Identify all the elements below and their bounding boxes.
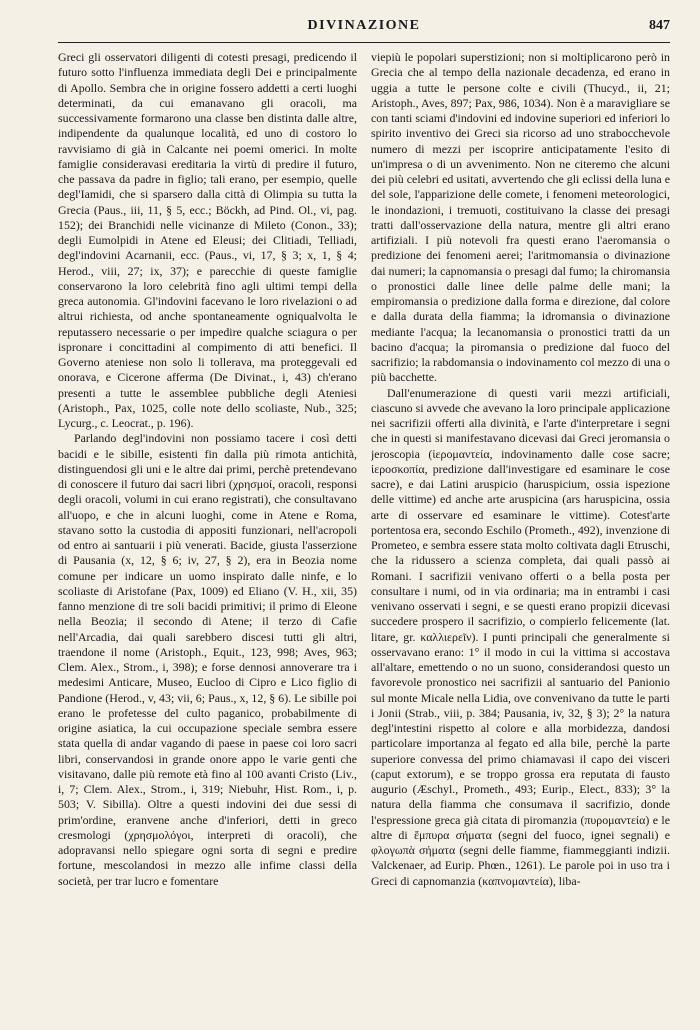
page-number: 847 [649, 18, 670, 33]
two-column-body [58, 50, 670, 1020]
right-column [371, 50, 670, 1016]
running-title: DIVINAZIONE [307, 18, 421, 33]
left-column [58, 50, 357, 1016]
page-header [58, 18, 670, 40]
paragraph: Greci gli osservatori diligenti di cotesti presagi, predicendo il futuro sotto l'influenza immediata degli Dei e principalmente di Apollo. Sembra che in origine fossero addetti a certi luoghi determinati, da cui emanavano gli oracoli, ma successivamente formarono una classe ben distinta dalle altre, indipendente da qualunque località, ed uno di costoro lo ravvisiamo di già in Calcante nei poemi omerici. In molte famiglie consideravasi ereditaria la virtù di predire il futuro, che passava da padre in figlio; tali erano, per esempio, quelle degl'Iamidi, che si sparsero dalla città di Olimpia su tutta la Grecia (Paus., iii, 11, § 5, ecc.; Böckh, ad Pind. Ol., vi, pag. 152); dei Branchidi nelle vicinanze di Mileto (Conon., 33); degli Eumolpidi in Atene ed Eleusi; dei Clitiadi, Telliadi, degl'indovini Acarnanii, ecc. (Paus., vi, 17, § 3; x, 1, § 4; Herod., viii, 27; ix, 37); e parecchie di queste famiglie conservarono la loro celebrità fino agli ultimi tempi della greca autonomia. Gl'indovini facevano le loro rivelazioni o ad altrui richiesta, od anche spontaneamente ogniqualvolta le reputassero necessarie o per impedire qualche sciagura o per ispronare i concittadini al compimento di atti benefici. Il Governo ateniese non solo li tollerava, ma proteggevali ed onorava, e Cicerone afferma (De Divinat., i, 43) ch'erano presenti a tutte le assemblee pubbliche degli Ateniesi (Aristoph., Pax, 1025, colle note dello scoliaste, Nub., 325; Lycurg., c. Leocrat., p. 196). [58, 50, 357, 430]
paragraph: Parlando degl'indovini non possiamo tacere i così detti bacidi e le sibille, esistenti fin dalla più rimota antichità, distinguendosi gli uni e le altre dai primi, perchè pretendevano di conoscere il futuro dai sacri libri (χρησμοί, oracoli, responsi degli oracoli, volumi in cui erano registrati), che consultavano all'uopo, e che in alcuni luoghi, come in Atene e Roma, stavano sotto la custodia di appositi funzionari, nell'acropoli od entro ai santuarii i più venerati. Bacide, giusta l'asserzione di Pausania (x, 12, § 6; iv, 27, § 2), era in Beozia nome comune per indicare un uomo inspirato dalle ninfe, e lo scoliaste di Aristofane (Pax, 1009) ed Eliano (V. H., xii, 35) fanno menzione di tre soli bacidi primitivi; il primo di Eleone nella Beozia; il secondo di Atene; il terzo di Cafie nell'Arcadia, dai quali sarebbero discesi tutti gli altri, traendone il nome (Aristoph., Equit., 123, 998; Aves, 963; Clem. Alex., Strom., i, 398); e forse dennosi annoverare tra i medesimi Anticare, Museo, Eucloo di Cipro e Lico figlio di Pandione (Herod., v, 43; vii, 6; Paus., x, 12, § 6). Le sibille poi erano le profetesse del culto paganico, probabilmente di origine asiatica, la cui occupazione speciale sembra essere stata quella di andar vagando di paese in paese coi loro sacri libri, conservandosi in grande onore appo le varie genti che visitavano, dalle più remote età fino al 100 avanti Cristo (Liv., i, 7; Clem. Alex., Strom., i, 319; Niebuhr, Hist. Rom., i, p. 503; V. Sibilla). Oltre a questi indovini dei due sessi di prim'ordine, eranvene anche d'inferiori, detti in greco cresmologi (χρησμολόγοι, interpreti di oracoli), che adopravansi nello spiegare ogni sorta di segni e predire fortune, mescolandosi in mezzo alle infime classi della società, per trar lucro e fomentare [58, 431, 357, 888]
paragraph: Dall'enumerazione di questi varii mezzi artificiali, ciascuno si avvede che avevano la loro principale applicazione nei sacrifizii offerti alla divinità, e l'arte d'interpretare i segni che in questi si manifestavano dicevasi dai Greci jeromansia o jeroscopia (ἱερομαντεία, indovinamento dalle cose sacre; ἱεροσκοπία, predizione dall'investigare ed esaminare le cose sacre), e dai Latini aruspicio (haruspicium, ossia ispezione delle vittime) ed anche arte aruspicina (ars haruspicina, ossia arte di osservare ed esaminare le vittime). Cotest'arte portentosa era, secondo Eschilo (Prometh., 492), invenzione di Prometeo, e sembra essere stata molto coltivata dagli Etruschi, che la ridussero a scienza completa, dai quali passò ai Romani. I sacrifizii venivano offerti o a bella posta per consultare i numi, od in via ordinaria; ma in entrambi i casi venivano osservati i segni, e se questi erano propizii dicevasi succedere prospero il sacrifizio, o compierlo felicemente (lat. litare, gr. καλλιερεῖν). I punti principali che generalmente si osservavano erano: 1° il modo in cui la vittima si accostava all'altare, emettendo o no un suono, considerandosi questo un favorevole pronostico nei sacrifizii al santuario del Panionio sul monte Micale nella Lidia, ove convenivano da tutte le parti i Jonii (Strab., viii, p. 384; Pausania, iv, 32, § 3); 2° la natura degl'intestini rispetto al colore e alla morbidezza, dandosi particolare importanza al fegato ed alla bile, perchè la parte superiore convessa del primo chiamavasi il capo dei visceri (caput extorum), e se troppo grossa era reputata di fausto augurio (Æschyl., Prometh., 493; Eurip., Elect., 833); 3° la natura della fiamma che consumava il sacrifizio, donde l'espressione greca già citata di piromanzia (πυρομαντεία) e le altre di ἔμπυρα σήματα (segni del fuoco, ignei segnali) e φλογωπὰ σήματα (segni delle fiamme, fiammeggianti indizii. Valckenaer, ad Eurip. Phœn., 1261). Le parole poi in uso tra i Greci di capnomanzia (καπνομαντεία), liba- [371, 385, 670, 888]
header-rule [58, 42, 670, 43]
paragraph: viepiù le popolari superstizioni; non si moltiplicarono però in Grecia che al tempo della nazionale decadenza, ed erano in uggia a tutte le persone colte e civili (Thucyd., ii, 21; Aristoph., Aves, 897; Pax, 986, 1034). Non è a maravigliare se con tanti sciami d'indovini ed indovine superiori ed inferiori lo spirito inventivo dei Greci sia ricorso ad uno strabocchevole numero di mezzi per iscoprire anticipatamente l'esito di un'impresa o di un avvenimento. Non ne citeremo che alcuni dei più celebri ed usitati, avvertendo che gli eclissi della luna e del sole, l'apparizione delle comete, i fenomeni meteorologici, le inondazioni, i tremuoti, costituivano la classe dei presagi tratti dall'osservazione della natura, mentre gli altri erano artifiziali. I più notevoli fra questi erano l'aeromansia o predizione dei fenomeni aerei; l'aritmomansia o divinazione dai numeri; la capnomansia o presagi dal fumo; la chiromansia o pronostici dalle linee delle palme delle mani; la empiromansia o predizione dalla forma e direzione, dal colore e dalla durata della fiamma; la idromansia o divinazione mediante l'acqua; la lecanomansia o pronostici tratti da un bacino d'acqua; la piromansia o predizione dal fuoco del sacrifizio; la rabdomansia o indovinamento col mezzo di una o più bacchette. [371, 50, 670, 385]
